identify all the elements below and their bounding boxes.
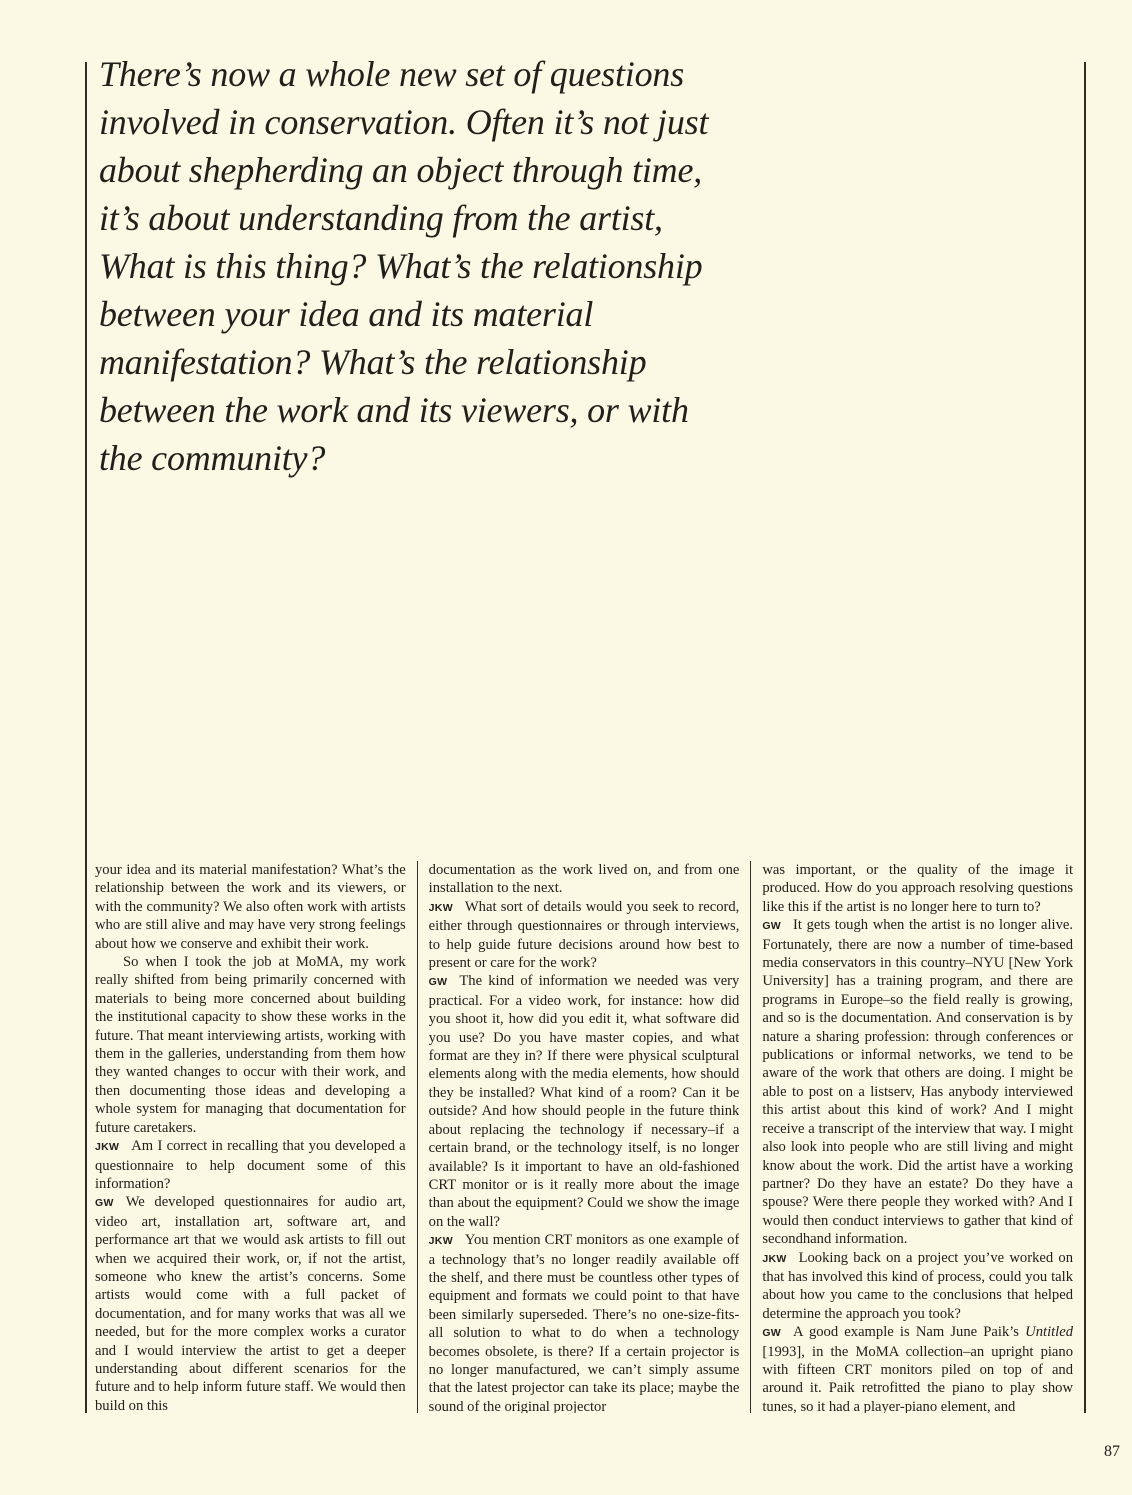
artwork-title: Untitled bbox=[1025, 1324, 1074, 1341]
column-rule bbox=[750, 861, 751, 1413]
speaker-label: GW bbox=[762, 920, 782, 933]
body-paragraph: was important, or the quality of the image it produced. How do you approach resolving questions like this if the artist is no longer here to turn to? bbox=[762, 862, 1074, 915]
pull-quote: There’s now a whole new set of questions involved in conservation. Often it’s not just about shepherding an object through time, it’s about understanding from the artist, What is this thing? What’s the relationship between your idea and its material manifestation? What’s the relationship between the work and its viewers, or with the community? bbox=[99, 54, 709, 478]
dialogue-paragraph bbox=[429, 972, 740, 1231]
dialogue-text: You mention CRT monitors as one example of a technology that’s no longer readily available off the shelf, and there must be countless other types of equipment and formats we could point to that have been similarly superseded. There’s no one-size-fits-all solution to what to do when a technology becomes obsolete, is there? If a certain projector is no longer manufactured, we can’t simply assume that the latest projector can take its place; maybe the sound of the original projector bbox=[428, 1232, 740, 1413]
left-margin-rule bbox=[85, 62, 87, 1413]
dialogue-text: Am I correct in recalling that you developed a questionnaire to help document some of this information? bbox=[95, 1138, 406, 1192]
column-rule bbox=[417, 861, 418, 1413]
speaker-label: GW bbox=[95, 1197, 114, 1210]
column-3 bbox=[762, 861, 1073, 1413]
dialogue-text: What sort of details would you seek to record, either through questionnaires or through interviews, to help guide future decisions around how best to present or care for the work? bbox=[428, 898, 740, 972]
dialogue-paragraph bbox=[762, 1323, 1073, 1413]
dialogue-text: It gets tough when the artist is no longer alive. Fortunately, there are now a number of time-based media conservators in this country–NYU [New York University] has a training program, and there are programs in Europe–so the field really is growing, and so is the documentation. And conservation is by nature a sharing profession: through conferences or publications or informal networks, we tend to be aware of the work that others are doing. I might be able to post on a listserv, Has anybody interviewed this artist about this kind of work? And I might receive a transcript of the interview that way. I might also look into people who are still living and might know about the work. Did the artist have a working partner? Do they have an estate? Do they have a spouse? Were there people they worked with? And I would then conduct interviews to gather that kind of secondhand information. bbox=[762, 917, 1074, 1248]
page-number: 87 bbox=[1104, 1443, 1120, 1460]
dialogue-paragraph bbox=[429, 898, 740, 973]
dialogue-paragraph bbox=[762, 1249, 1073, 1324]
dialogue-text: We developed questionnaires for audio art, video art, installation art, software art, and performance art that we would ask artists to fill out when we acquired their work, or, if not the artist, someone who knew the artist’s concerns. Some artists would come with a full packet of documentation, and for many works that was all we needed, but for the more complex works a curator and I would interview the artist to get a deeper understanding about different scenarios for the future and to help inform future staff. We would then build on this bbox=[95, 1194, 406, 1413]
dialogue-text: [1993], in the MoMA collection–an upright piano with fifteen CRT monitors piled on top of and around it. Paik retrofitted the piano to play show tunes, so it had a player-piano element, and bbox=[762, 1343, 1074, 1413]
column-1 bbox=[95, 861, 406, 1413]
dialogue-paragraph bbox=[95, 1193, 406, 1413]
speaker-label: JKW bbox=[95, 1141, 120, 1154]
speaker-label: JKW bbox=[428, 1235, 453, 1248]
speaker-label: GW bbox=[428, 976, 448, 989]
body-paragraph: your idea and its material manifestation? What’s the relationship between the work and its viewers, or with the community? We also often work with artists who are still alive and may have very strong feelings about how we conserve and exhibit their work. bbox=[95, 862, 406, 952]
dialogue-paragraph bbox=[429, 1231, 740, 1413]
speaker-label: JKW bbox=[762, 1252, 787, 1265]
dialogue-text: Looking back on a project you’ve worked on that has involved this kind of process, could you talk about how you came to the conclusions that helped determine the approach you took? bbox=[762, 1249, 1074, 1322]
column-2 bbox=[429, 861, 740, 1413]
body-paragraph: documentation as the work lived on, and from one installation to the next. bbox=[428, 862, 740, 897]
right-margin-rule bbox=[1084, 62, 1086, 1413]
speaker-label: GW bbox=[762, 1327, 782, 1340]
dialogue-text: The kind of information we needed was very practical. For a video work, for instance: how did you shoot it, how did you edit it, what software did you use? Do you have master copies, and what format are they in? If there were physical sculptural elements along with the media elements, how should they be installed? What kind of a room? Can it be outside? And how should people in the future think about replacing the technology if necessary–if a certain brand, or the technology itself, is no longer available? Is it important to have an old-fashioned CRT monitor or is it really more about the image than about the equipment? Could we show the image on the wall? bbox=[428, 973, 740, 1230]
text-columns bbox=[95, 861, 1073, 1413]
dialogue-paragraph bbox=[95, 1137, 406, 1193]
dialogue-paragraph bbox=[762, 916, 1073, 1248]
dialogue-text: A good example is Nam June Paik’s bbox=[793, 1324, 1026, 1341]
speaker-label: JKW bbox=[428, 901, 453, 914]
body-paragraph: So when I took the job at MoMA, my work really shifted from being primarily concerned with materials to being more concerned about building the institutional capacity to show these works in the future. That meant interviewing artists, working with them in the galleries, understanding from them how they wanted changes to occur with their work, and then documenting those ideas and developing a whole system for managing that documentation for future caretakers. bbox=[95, 954, 406, 1136]
